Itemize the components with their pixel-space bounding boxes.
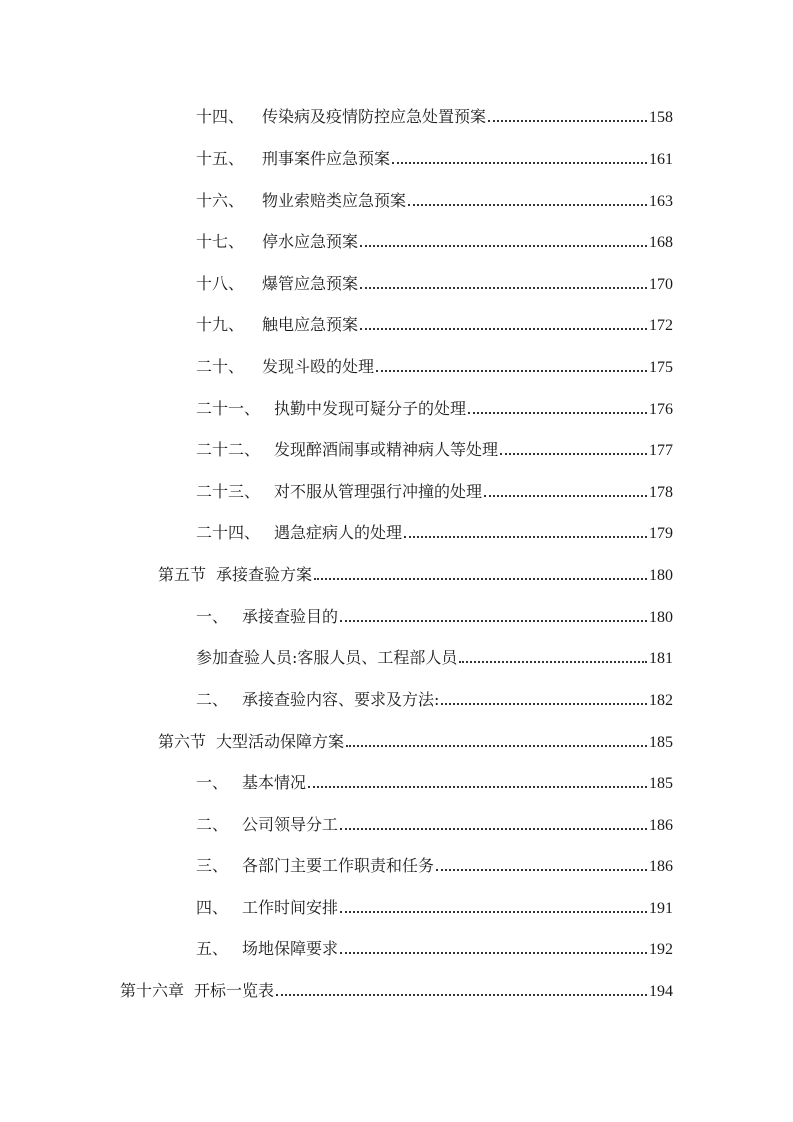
toc-entry[interactable] (196, 854, 673, 878)
toc-entry-number: 二十三、 (196, 482, 261, 501)
toc-entry-title: 场地保障要求 (242, 939, 339, 958)
toc-entry-page: 182 (649, 692, 673, 709)
toc-entry[interactable] (196, 105, 673, 129)
toc-entry-number: 十四、 (196, 107, 245, 126)
toc-entry[interactable] (196, 605, 673, 629)
toc-entry[interactable] (196, 480, 673, 504)
toc-entry-number: 二十、 (196, 357, 245, 376)
toc-entry-title: 物业索赔类应急预案 (262, 191, 407, 210)
toc-entry-page: 180 (649, 609, 673, 626)
toc-entry-number: 四、 (196, 898, 229, 917)
toc-entry-title: 大型活动保障方案 (216, 732, 345, 751)
toc-entry-page: 158 (649, 109, 673, 126)
toc-entry[interactable] (196, 896, 673, 920)
toc-entry-title: 承接查验内容、要求及方法: (242, 690, 440, 709)
toc-leader-dots (436, 869, 647, 871)
toc-entry[interactable] (196, 313, 673, 337)
toc-entry-title: 开标一览表 (194, 981, 275, 1000)
toc-entry-page: 178 (649, 484, 673, 501)
toc-entry[interactable] (196, 355, 673, 379)
toc-leader-dots (404, 536, 647, 538)
toc-entry-page: 163 (649, 193, 673, 210)
toc-entry[interactable] (196, 438, 673, 462)
toc-entry-title: 工作时间安排 (242, 898, 339, 917)
toc-leader-dots (392, 162, 647, 164)
toc-leader-dots (340, 828, 647, 830)
toc-entry-page: 186 (649, 858, 673, 875)
toc-leader-dots (276, 994, 647, 996)
toc-entry[interactable] (196, 937, 673, 961)
toc-entry[interactable] (196, 189, 673, 213)
toc-entry-number: 第五节 (158, 565, 207, 584)
toc-entry-page: 168 (649, 234, 673, 251)
toc-entry-number: 十七、 (196, 232, 245, 251)
toc-entry-number: 一、 (196, 607, 229, 626)
toc-entry-title: 承接查验目的 (242, 607, 339, 626)
toc-entry[interactable] (196, 521, 673, 545)
toc-leader-dots (500, 453, 647, 455)
toc-entry-page: 179 (649, 525, 673, 542)
toc-entry-page: 185 (649, 775, 673, 792)
toc-entry-number: 二十四、 (196, 523, 261, 542)
toc-leader-dots (360, 328, 647, 330)
toc-entry-page: 194 (649, 983, 673, 1000)
toc-entry-page: 172 (649, 317, 673, 334)
toc-entry[interactable] (196, 397, 673, 421)
toc-section-entry[interactable] (158, 563, 673, 587)
toc-entry-number: 十九、 (196, 315, 245, 334)
toc-entry[interactable] (196, 147, 673, 171)
toc-leader-dots (441, 703, 647, 705)
toc-entry-number: 十六、 (196, 191, 245, 210)
toc-entry-page: 185 (649, 734, 673, 751)
toc-entry-page: 175 (649, 359, 673, 376)
toc-section-entry[interactable] (158, 730, 673, 754)
toc-entry-title: 爆管应急预案 (262, 274, 359, 293)
toc-entry-page: 177 (649, 442, 673, 459)
toc-entry-title: 对不服从管理强行冲撞的处理 (274, 482, 483, 501)
toc-entry-page: 161 (649, 151, 673, 168)
toc-entry-title: 公司领导分工 (242, 815, 339, 834)
toc-leader-dots (408, 204, 647, 206)
toc-entry-number: 十五、 (196, 149, 245, 168)
toc-entry-number: 第六节 (158, 732, 207, 751)
toc-entry-title: 执勤中发现可疑分子的处理 (274, 399, 467, 418)
toc-leader-dots (308, 786, 647, 788)
toc-entry-title: 基本情况 (242, 773, 307, 792)
toc-chapter-entry[interactable] (120, 979, 673, 1003)
toc-entry-title: 遇急症病人的处理 (274, 523, 403, 542)
toc-entry-page: 186 (649, 817, 673, 834)
toc-entry-title: 各部门主要工作职责和任务 (242, 856, 435, 875)
toc-entry[interactable] (196, 646, 673, 670)
toc-entry-number: 二、 (196, 690, 229, 709)
toc-leader-dots (340, 952, 647, 954)
toc-entry-number: 十八、 (196, 274, 245, 293)
toc-leader-dots (468, 412, 647, 414)
toc-entry-number: 一、 (196, 773, 229, 792)
toc-entry-title: 承接查验方案 (216, 565, 313, 584)
toc-leader-dots (360, 287, 647, 289)
toc-entry-title: 发现斗殴的处理 (262, 357, 375, 376)
toc-entry-page: 176 (649, 401, 673, 418)
toc-entry-title: 停水应急预案 (262, 232, 359, 251)
toc-entry[interactable] (196, 771, 673, 795)
toc-entry-number: 第十六章 (120, 981, 185, 1000)
toc-entry[interactable] (196, 688, 673, 712)
toc-entry-page: 192 (649, 941, 673, 958)
toc-leader-dots (340, 911, 647, 913)
toc-leader-dots (484, 495, 647, 497)
toc-entry-title: 发现醉酒闹事或精神病人等处理 (274, 440, 499, 459)
toc-leader-dots (340, 620, 647, 622)
toc-entry-number: 五、 (196, 939, 229, 958)
toc-entry-title: 传染病及疫情防控应急处置预案 (262, 107, 487, 126)
toc-leader-dots (360, 245, 647, 247)
toc-entry-page: 180 (649, 567, 673, 584)
toc-entry-page: 191 (649, 900, 673, 917)
toc-leader-dots (376, 370, 647, 372)
toc-entry-number: 二十一、 (196, 399, 261, 418)
toc-leader-dots (459, 661, 647, 663)
toc-entry[interactable] (196, 813, 673, 837)
toc-leader-dots (314, 578, 647, 580)
toc-leader-dots (488, 120, 647, 122)
toc-entry-title: 参加查验人员:客服人员、工程部人员 (196, 648, 458, 667)
toc-entry-number: 二十二、 (196, 440, 261, 459)
toc-entry[interactable] (196, 230, 673, 254)
toc-entry-number: 二、 (196, 815, 229, 834)
toc-entry-page: 181 (649, 650, 673, 667)
toc-entry-title: 刑事案件应急预案 (262, 149, 391, 168)
toc-entry-number: 三、 (196, 856, 229, 875)
toc-entry-page: 170 (649, 276, 673, 293)
toc-entry-title: 触电应急预案 (262, 315, 359, 334)
toc-leader-dots (346, 745, 647, 747)
toc-entry[interactable] (196, 272, 673, 296)
